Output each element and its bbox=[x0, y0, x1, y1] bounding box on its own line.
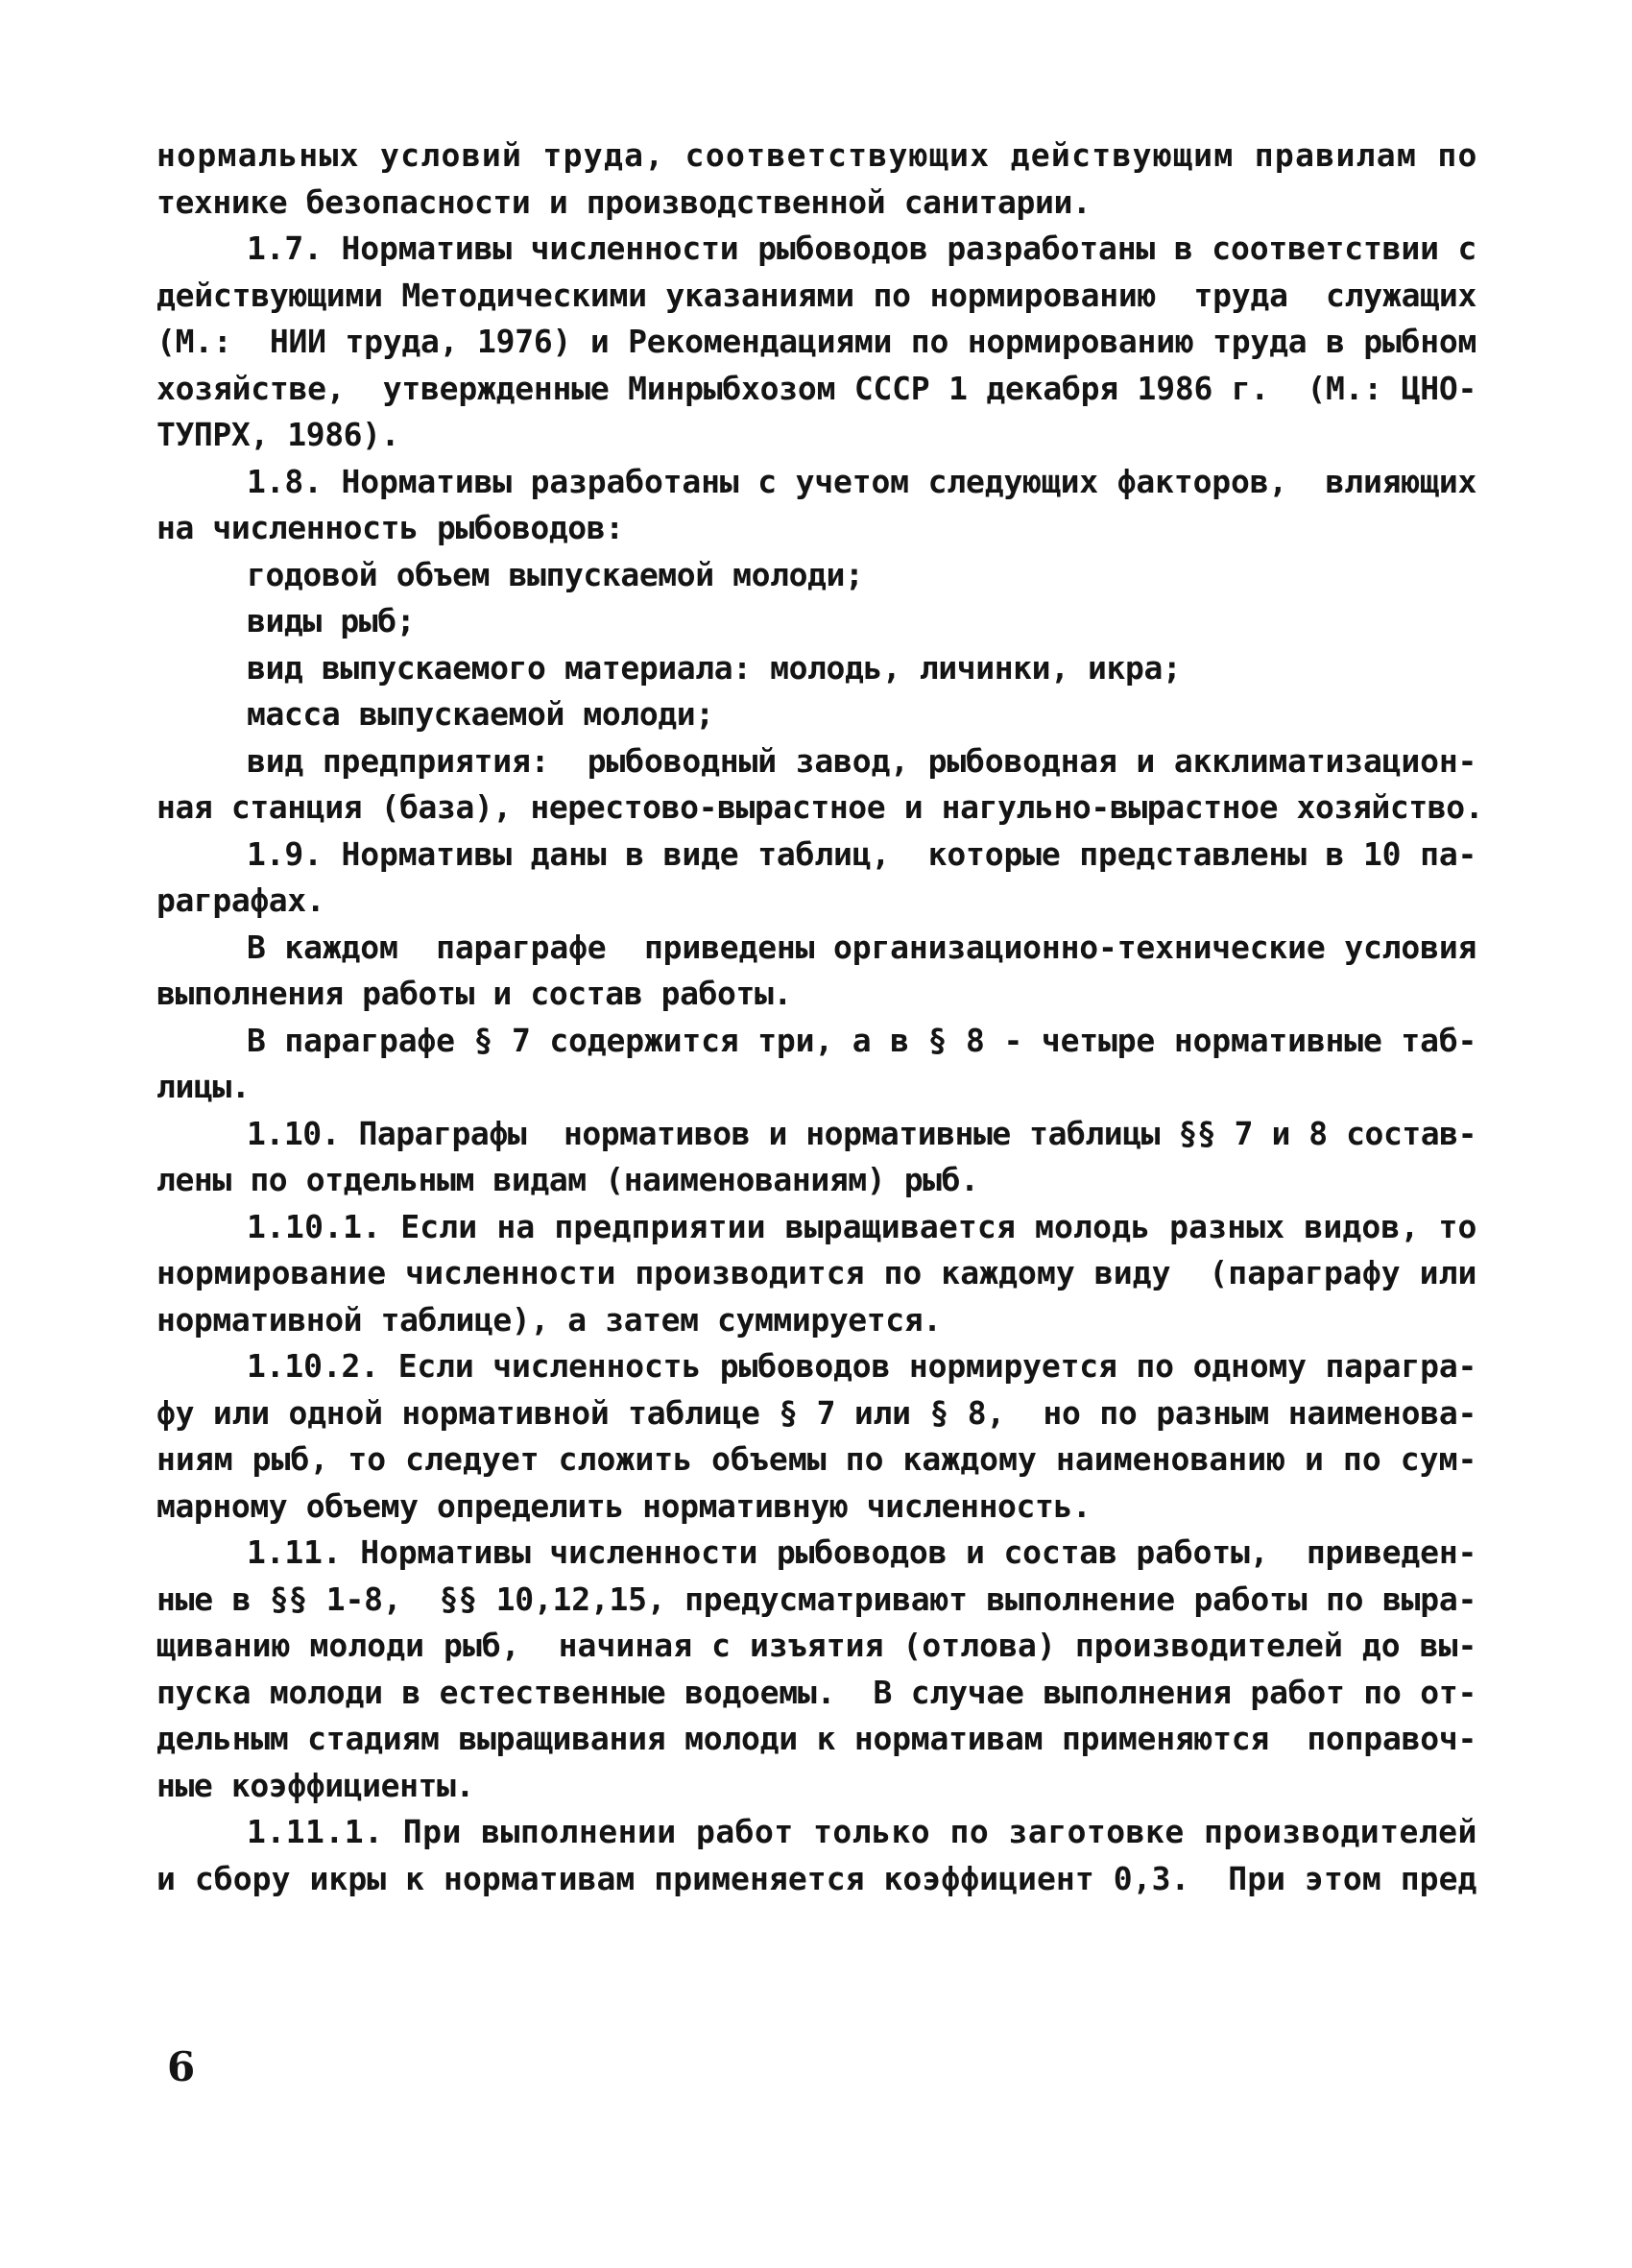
text-line: и сбору икры к нормативам применяется коэффициент 0,3. При этом пред bbox=[156, 1859, 1477, 1897]
text-line: 1.10. Параграфы нормативов и нормативные таблицы §§ 7 и 8 состав- bbox=[247, 1114, 1476, 1152]
text-line: 1.10.2. Если численность рыбоводов нормируется по одному парагра- bbox=[247, 1347, 1477, 1385]
page-number: 6 bbox=[167, 2043, 196, 2090]
text-line: виды рыб; bbox=[247, 602, 416, 639]
text-line: щиванию молоди рыб, начиная с изъятия (отлова) производителей до вы- bbox=[156, 1627, 1477, 1664]
text-line: вид предприятия: рыбоводный завод, рыбоводная и акклиматизацион- bbox=[247, 741, 1477, 780]
body-text bbox=[156, 133, 1484, 1902]
text-line: дельным стадиям выращивания молоди к нормативам применяются поправоч- bbox=[156, 1720, 1477, 1757]
text-line: 1.10.1. Если на предприятии выращивается молодь разных видов, то bbox=[247, 1207, 1477, 1245]
text-line: выполнения работы и состав работы. bbox=[156, 975, 792, 1012]
text-line: марному объему определить нормативную численность. bbox=[156, 1486, 1092, 1525]
text-line: хозяйстве, утвержденные Минрыбхозом СССР 1 декабря 1986 г. (М.: ЦНО- bbox=[156, 369, 1477, 407]
text-line: лены по отдельным видам (наименованиям) рыб. bbox=[156, 1161, 979, 1198]
text-line: действующими Методическими указаниями по нормированию труда служащих bbox=[156, 276, 1477, 314]
text-line: В параграфе § 7 содержится три, а в § 8 - четыре нормативные таб- bbox=[247, 1021, 1477, 1059]
text-line: 1.11. Нормативы численности рыбоводов и состав работы, приведен- bbox=[247, 1533, 1477, 1571]
text-line: раграфах. bbox=[156, 881, 325, 919]
text-line: (М.: НИИ труда, 1976) и Рекомендациями по нормированию труда в рыбном bbox=[156, 323, 1477, 360]
text-line: технике безопасности и производственной санитарии. bbox=[156, 182, 1092, 221]
text-line: 1.11.1. При выполнении работ только по заготовке производителей bbox=[247, 1813, 1477, 1850]
text-line: ТУПРХ, 1986). bbox=[156, 416, 400, 453]
text-line: масса выпускаемой молоди; bbox=[247, 695, 714, 733]
text-line: на численность рыбоводов: bbox=[156, 509, 624, 546]
text-line: нормальных условий труда, соответствующих действующим правилам по bbox=[156, 136, 1478, 174]
text-line: нормативной таблице), а затем суммируется. bbox=[156, 1300, 942, 1339]
text-line: ные в §§ 1-8, §§ 10,12,15, предусматривают выполнение работы по выра- bbox=[156, 1580, 1477, 1618]
text-line: 1.9. Нормативы даны в виде таблиц, которые представлены в 10 па- bbox=[247, 834, 1477, 873]
text-line: ные коэффициенты. bbox=[156, 1766, 474, 1804]
text-line: вид выпускаемого материала: молодь, личинки, икра; bbox=[247, 648, 1182, 687]
text-line: ниям рыб, то следует сложить объемы по каждому наименованию и по сум- bbox=[156, 1440, 1477, 1478]
text-line: В каждом параграфе приведены организационно-технические условия bbox=[247, 928, 1477, 966]
text-line: нормирование численности производится по каждому виду (параграфу или bbox=[156, 1254, 1477, 1291]
text-line: ная станция (база), нерестово-вырастное и нагульно-вырастное хозяйство. bbox=[156, 788, 1484, 826]
text-line: 1.7. Нормативы численности рыбоводов разработаны в соответствии с bbox=[247, 229, 1477, 267]
text-line: фу или одной нормативной таблице § 7 или § 8, но по разным наименова- bbox=[156, 1393, 1477, 1432]
text-line: лицы. bbox=[156, 1068, 251, 1105]
text-line: годовой объем выпускаемой молоди; bbox=[247, 555, 864, 593]
text-line: 1.8. Нормативы разработаны с учетом следующих факторов, влияющих bbox=[247, 462, 1477, 500]
text-line: пуска молоди в естественные водоемы. В случае выполнения работ по от- bbox=[156, 1673, 1477, 1711]
